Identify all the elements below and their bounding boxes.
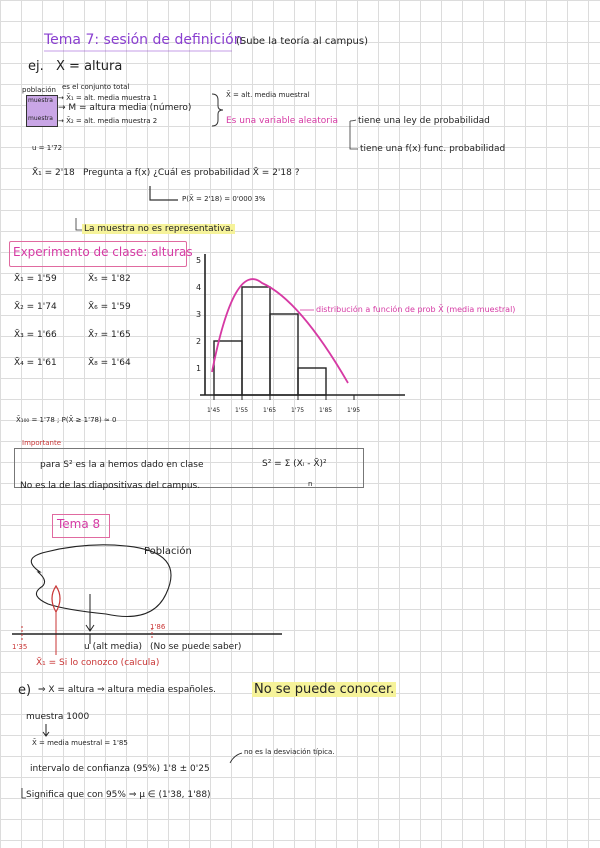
histogram-bar	[270, 314, 298, 395]
arrow-significa	[22, 788, 26, 798]
y-tick-label: 5	[196, 256, 202, 265]
arrow-ley	[350, 120, 356, 121]
poblacion-title: Población	[144, 546, 192, 557]
x1-value: X̄₁ = 2'18	[32, 168, 75, 178]
arrow-func	[350, 121, 358, 149]
title-note: (Sube la teoría al campus)	[236, 36, 368, 47]
no-representativa: La muestra no es representativa.	[84, 224, 234, 234]
y-tick-label: 2	[196, 337, 202, 346]
axis-right-label: 1'86	[150, 623, 166, 631]
poblacion-note: es el conjunto total	[62, 83, 130, 91]
media-muestral: X̄ = media muestral = 1'85	[32, 739, 128, 747]
exp-value: X̄₁ = 1'59	[14, 274, 57, 284]
exp-value: X̄₈ = 1'64	[88, 358, 131, 368]
exp-value: X̄₆ = 1'59	[88, 302, 131, 312]
x-tick-label: 1'75	[291, 407, 305, 414]
page-title: Tema 7: sesión de definición	[44, 32, 243, 48]
mu-value: u = 1'72	[32, 144, 63, 152]
axis-left-label: 1'35	[12, 643, 28, 651]
histogram-bar	[214, 341, 242, 395]
density-curve	[212, 279, 348, 383]
func-probabilidad: tiene una f(x) func. probabilidad	[360, 144, 506, 154]
sample2-line: → X̄₂ = alt. media muestra 2	[58, 117, 158, 125]
exp-value: X̄₂ = 1'74	[14, 302, 57, 312]
variable-aleatoria: Es una variable aleatoria	[226, 116, 339, 126]
no-se-puede-conocer: No se puede conocer.	[254, 682, 395, 697]
brace-label: X̄ = alt. media muestral	[226, 91, 310, 99]
sample-box-bottom: muestra	[28, 115, 53, 122]
arrow-no-desv	[230, 753, 242, 763]
ej-label: ej.	[28, 59, 44, 74]
arrow-respuesta	[150, 186, 178, 200]
x-tick-label: 1'65	[263, 407, 277, 414]
significa: Significa que con 95% ⇒ μ ∈ (1'38, 1'88)	[26, 790, 211, 800]
e-line: ⇒ X = altura ⇒ altura media españoles.	[38, 685, 217, 695]
histogram-bar	[298, 368, 326, 395]
brace	[212, 94, 223, 126]
sample-pin	[52, 586, 60, 612]
y-tick-label: 1	[196, 364, 202, 373]
histogram-chart	[196, 254, 405, 414]
mean-line: → M = altura media (número)	[58, 103, 192, 113]
histogram-bar	[242, 287, 270, 395]
muestra-1000: muestra 1000	[26, 712, 90, 722]
sample1-line: → X̄₁ = alt. media muestra 1	[58, 94, 158, 102]
exp-value: X̄₇ = 1'65	[88, 330, 131, 340]
u-label: u (alt media)	[84, 642, 143, 652]
x-tick-label: 1'45	[207, 407, 221, 414]
no-se-puede-saber: (No se puede saber)	[150, 642, 242, 652]
ley-probabilidad: tiene una ley de probabilidad	[358, 116, 490, 126]
x-tick-label: 1'55	[235, 407, 249, 414]
tema8-title: Tema 8	[57, 517, 101, 531]
population-blob	[31, 545, 171, 617]
no-desviacion: no es la desviación típica.	[244, 748, 335, 756]
poblacion-label: población	[22, 86, 56, 94]
importante-line1: para S² es la a hemos dado en clase	[40, 460, 204, 470]
respuesta: P(X̄ = 2'18) = 0'000 3%	[182, 195, 266, 203]
intervalo-confianza: intervalo de confianza (95%) 1'8 ± 0'25	[30, 764, 210, 774]
importante-label: Importante	[22, 439, 62, 447]
sample-box-top: muestra	[28, 97, 53, 104]
e-label: e)	[18, 683, 32, 698]
importante-line2: No es la de las diapositivas del campus.	[20, 481, 201, 491]
experiment-sum: X̄₁₀₀ = 1'78 ; P(X̄ ≥ 1'78) ≈ 0	[16, 416, 117, 424]
experimento-title: Experimento de clase: alturas	[13, 245, 193, 259]
y-tick-label: 3	[196, 310, 202, 319]
arrow-no-rep	[76, 218, 82, 230]
x-definition: X = altura	[56, 59, 123, 74]
x-tick-label: 1'95	[347, 407, 361, 414]
y-tick-label: 4	[196, 283, 202, 292]
distribution-note: distribución a función de prob X̄ (media muestral)	[316, 305, 516, 314]
variance-denominator: n	[308, 480, 313, 488]
exp-value: X̄₃ = 1'66	[14, 330, 57, 340]
exp-value: X̄₅ = 1'82	[88, 274, 131, 284]
x-tick-label: 1'85	[319, 407, 333, 414]
exp-value: X̄₄ = 1'61	[14, 358, 57, 368]
pregunta: Pregunta a f(x) ¿Cuál es probabilidad X̄ = 2'18 ?	[83, 168, 300, 178]
x1-known: X̄₁ = Si lo conozco (calcula)	[36, 658, 160, 668]
variance-formula: S² = Σ (Xᵢ - X̄)²	[262, 459, 327, 469]
